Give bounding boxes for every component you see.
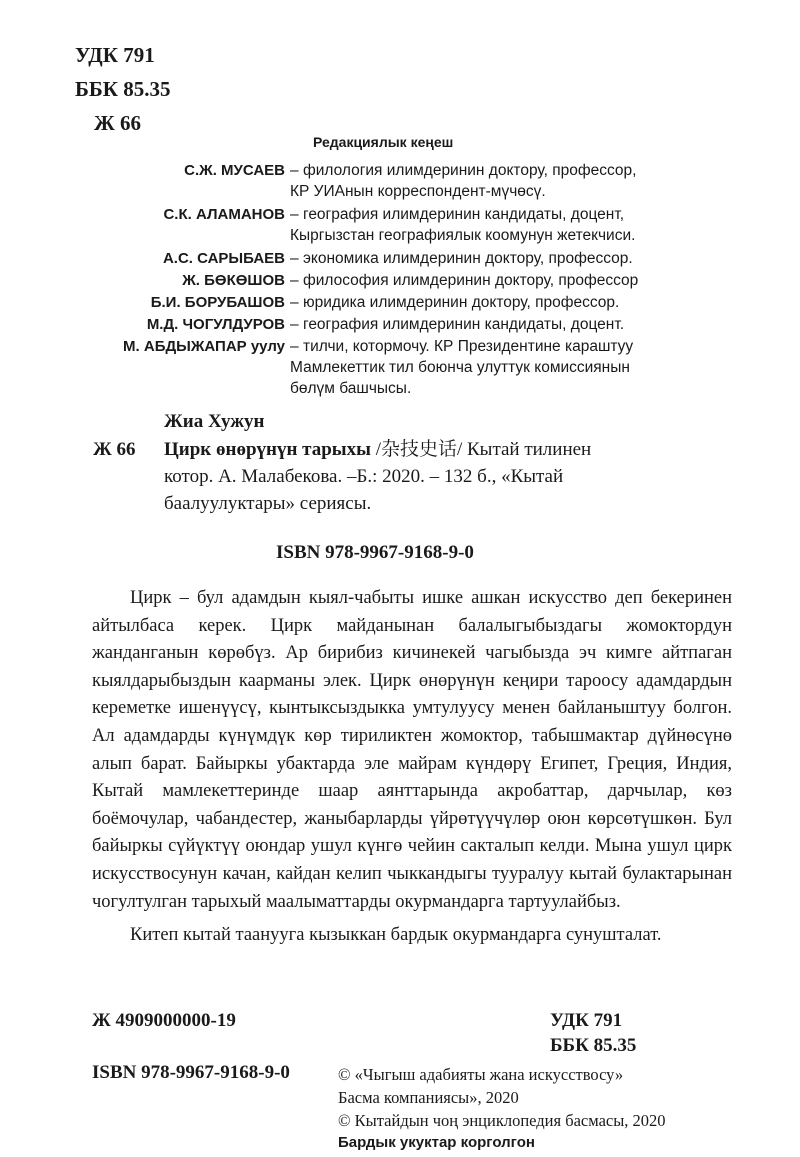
annotation-recommendation: Китеп кытай таануугa кызыккан бардык окурмандарга сунушталат. <box>130 925 662 946</box>
member-description: география илимдеринин кандидаты, доцент. <box>303 316 625 333</box>
member-name: Ж. БӨКӨШОВ <box>182 272 285 289</box>
member-description: бөлүм башчысы. <box>290 380 412 397</box>
board-member <box>0 292 800 314</box>
board-member-continued <box>0 378 800 400</box>
member-name: А.С. САРЫБАЕВ <box>162 250 285 267</box>
udk-code: УДК 791 <box>75 43 155 67</box>
member-name: С.Ж. МУСАЕВ <box>184 162 285 179</box>
board-member <box>0 336 800 358</box>
bottom-code: Ж 4909000000-19 <box>92 1010 236 1031</box>
member-description: Мамлекеттик тил боюнча улуттук комиссиянын <box>290 359 630 376</box>
member-dash: – <box>290 206 299 223</box>
board-member <box>0 160 800 182</box>
book-author: Жиа Хужун <box>164 411 265 432</box>
copyright-publisher: © «Чыгыш адабияты жана искусствосу» <box>338 1065 624 1084</box>
member-dash: – <box>290 162 299 179</box>
member-description: юридика илимдеринин доктору, профессор. <box>303 294 620 311</box>
biblio-line-1 <box>164 436 591 463</box>
book-title: Цирк өнөрүнүн тарыхы <box>164 439 371 460</box>
member-dash: – <box>290 294 299 311</box>
rights-reserved: Бардык укуктар корголгон <box>338 1134 535 1151</box>
member-description: Кыргызстан географиялык коомунун жетекчиси. <box>290 227 636 244</box>
member-description: тилчи, котормочу. КР Президентине караштуу <box>303 338 634 355</box>
biblio-line-2: котор. А. Малабекова. –Б.: 2020. – 132 б., «Кытай <box>164 466 564 487</box>
member-description: философия илимдеринин доктору, профессор <box>303 272 639 289</box>
member-description: география илимдеринин кандидаты, доцент, <box>303 206 625 223</box>
biblio-title-rest: /杂技史话/ Кытай тилинен <box>370 439 592 460</box>
top-classification <box>75 38 171 140</box>
copyright-encyclopedia: © Кытайдын чоң энциклопедия басмасы, 2020 <box>338 1111 666 1130</box>
biblio-line-3: баалуулуктары» сериясы. <box>164 493 372 514</box>
author-mark: Ж 66 <box>94 111 142 135</box>
bbk-code: ББК 85.35 <box>75 77 171 101</box>
board-member-continued <box>0 225 800 247</box>
biblio-mark: Ж 66 <box>93 439 136 460</box>
annotation-paragraph: Цирк – бул адамдын кыял-чабыты ишке ашкан искусство деп бекеринен айтылбаса керек. Цирк майданынан балалыгыбыздагы жомоктордун жанданганын көрөбүз. Ар бирибиз кичинекей чагыбызда эч кимге айтпаган кыялдарыбыздын каарманы элек. Цирк өнөрүнүн кеңири тароосу адамдардын кереметке ишенүүсү, кынтыксыздыкка умтулуусу менен байланыштуу болгон. Ал адамдарды күнүмдүк көр тириликтен жомоктор, табышмактар дүйнөсүнө алып барат. Байыркы убактарда эле майрам күндөрү Египет, Греция, Индия, Кытай мамлекеттеринде шаар аянттарында акробаттар, дарчылар, көз боёмочулар, чабандестер, жаныбарларды үйрөтүүчүлөр оюн көрсөтүшкөн. Бул байыркы сүйүктүү оюндар ушул күнгө чейин сакталып келди. Мына ушул цирк искусствосунун качан, кайдан келип чыккандыгы тууралуу кытай булактарынан чогултулган тарыхый маалыматтарды окурмандарга тартуулайбыз. <box>92 588 732 912</box>
board-member <box>0 248 800 270</box>
bottom-isbn: ISBN 978-9967-9168-9-0 <box>92 1062 290 1083</box>
annotation <box>92 585 732 950</box>
copyright-publisher-cont: Басма компаниясы», 2020 <box>338 1088 519 1107</box>
board-member-continued <box>0 181 800 203</box>
board-member-continued <box>0 357 800 379</box>
board-member <box>0 314 800 336</box>
member-dash: – <box>290 338 299 355</box>
member-description: филология илимдеринин доктору, профессор, <box>303 162 637 179</box>
bottom-bbk: ББК 85.35 <box>550 1035 637 1056</box>
isbn-main: ISBN 978-9967-9168-9-0 <box>276 542 474 563</box>
editorial-board-title: Редакциялык кеңеш <box>313 134 454 150</box>
member-dash: – <box>290 316 299 333</box>
member-description: КР УИАнын корреспондент-мүчөсү. <box>290 183 546 200</box>
board-member <box>0 204 800 226</box>
member-name: Б.И. БОРУБАШОВ <box>150 294 285 311</box>
member-dash: – <box>290 250 299 267</box>
bottom-udk: УДК 791 <box>550 1010 623 1031</box>
member-name: С.К. АЛАМАНОВ <box>163 206 285 223</box>
member-dash: – <box>290 272 299 289</box>
member-name: М. АБДЫЖАПАР уулу <box>123 338 285 355</box>
board-member <box>0 270 800 292</box>
member-description: экономика илимдеринин доктору, профессор. <box>303 250 633 267</box>
member-name: М.Д. ЧОГУЛДУРОВ <box>146 316 285 333</box>
